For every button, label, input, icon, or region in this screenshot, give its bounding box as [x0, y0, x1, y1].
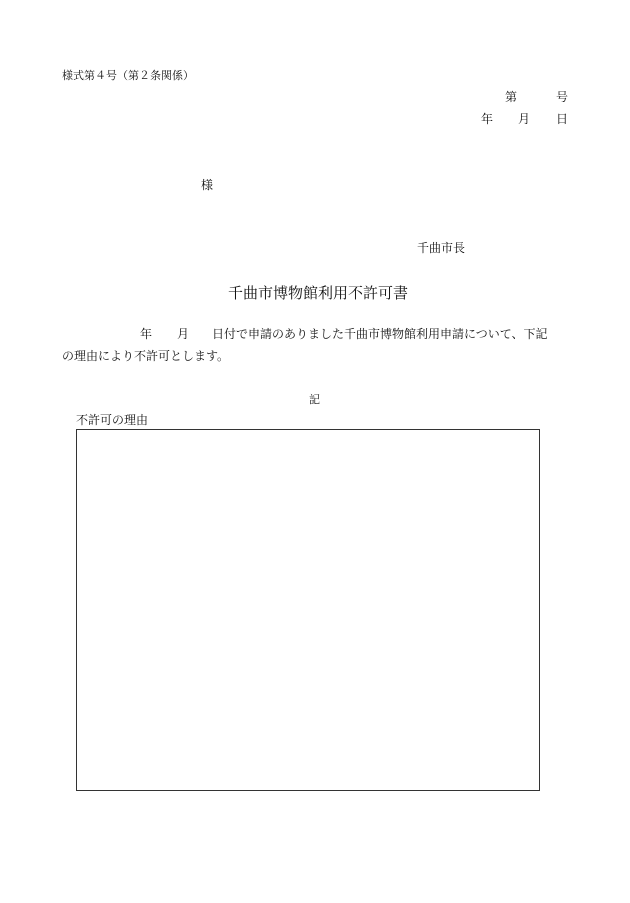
- form-number: 様式第４号（第２条関係）: [62, 69, 194, 82]
- date-year: 年: [481, 112, 494, 126]
- body-year: 年: [140, 327, 153, 341]
- issuer: 千曲市長: [417, 241, 466, 255]
- body-line2: の理由により不許可とします。: [62, 349, 230, 363]
- date-day: 日: [556, 112, 569, 126]
- body-line1: 日付で申請のありました千曲市博物館利用申請について、下記: [212, 327, 548, 341]
- recipient-suffix: 様: [201, 178, 214, 192]
- doc-number-prefix: 第: [505, 90, 518, 104]
- doc-number-suffix: 号: [556, 90, 569, 104]
- reason-label: 不許可の理由: [76, 413, 149, 427]
- reason-box[interactable]: [76, 429, 540, 791]
- body-month: 月: [177, 327, 190, 341]
- reason-text: [77, 430, 539, 442]
- date-month: 月: [518, 112, 531, 126]
- document-title: 千曲市博物館利用不許可書: [228, 284, 409, 302]
- ki-heading: 記: [309, 393, 320, 406]
